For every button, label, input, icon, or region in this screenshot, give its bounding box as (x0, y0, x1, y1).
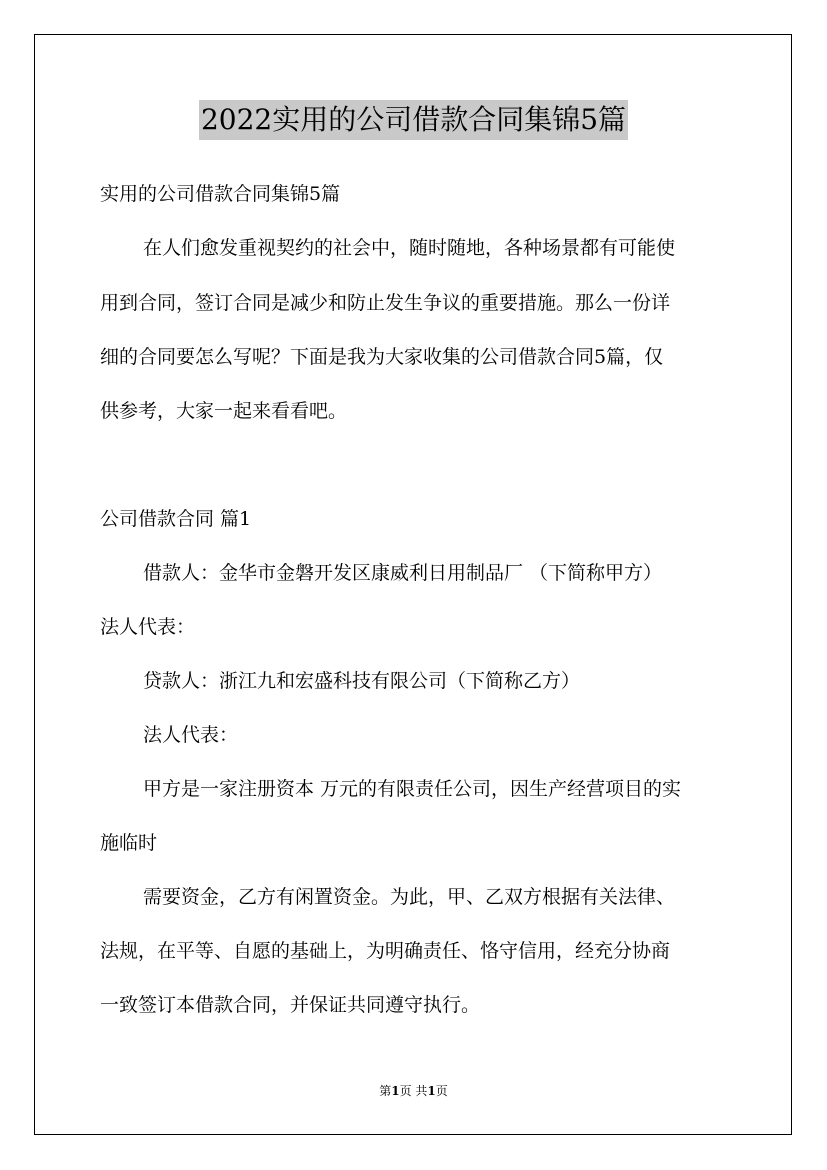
document-title: 2022实用的公司借款合同集锦5篇 (199, 100, 628, 140)
body-line: 一致签订本借款合同，并保证共同遵守执行。 (100, 994, 481, 1016)
body-line: 借款人：金华市金磐开发区康威利日用制品厂 （下简称甲方） (143, 562, 663, 584)
footer-total-pages: 1 (427, 1084, 436, 1098)
intro-line: 用到合同，签订合同是减少和防止发生争议的重要措施。那么一份详 (100, 292, 671, 314)
intro-line: 在人们愈发重视契约的社会中，随时随地，各种场景都有可能使 (143, 237, 676, 259)
footer-page-number: 1 (391, 1084, 400, 1098)
body-line: 施临时 (100, 832, 158, 854)
footer-suffix: 页 (435, 1084, 448, 1098)
body-line: 法人代表： (143, 724, 239, 746)
section-heading: 公司借款合同 篇1 (100, 508, 252, 530)
body-line: 贷款人：浙江九和宏盛科技有限公司（下简称乙方） (143, 670, 581, 692)
body-line: 甲方是一家注册资本 万元的有限责任公司，因生产经营项目的实 (143, 778, 682, 800)
body-line: 需要资金，乙方有闲置资金。为此，甲、乙双方根据有关法律、 (143, 886, 676, 908)
intro-line: 供参考，大家一起来看看吧。 (100, 400, 348, 422)
body-line: 法人代表： (100, 616, 196, 638)
document-subtitle: 实用的公司借款合同集锦5篇 (100, 183, 341, 205)
footer-mid: 页 共 (399, 1084, 428, 1098)
footer-prefix: 第 (379, 1084, 392, 1098)
page-footer (0, 1082, 827, 1100)
title-wrap (0, 100, 827, 140)
body-line: 法规，在平等、自愿的基础上，为明确责任、恪守信用，经充分协商 (100, 940, 671, 962)
intro-line: 细的合同要怎么写呢？下面是我为大家收集的公司借款合同5篇，仅 (100, 346, 664, 368)
